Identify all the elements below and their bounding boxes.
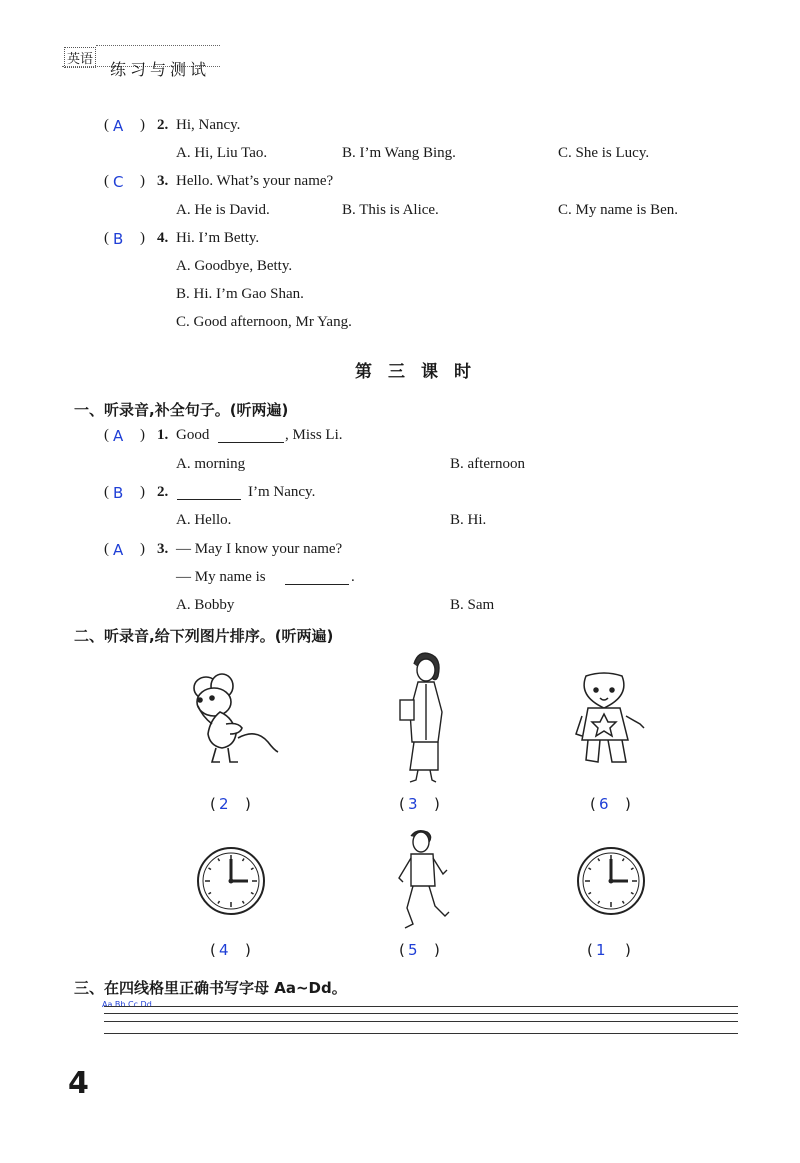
answer-paren: ): [140, 173, 145, 189]
woman-picture: [396, 650, 452, 786]
dialogue-line-2-end: .: [351, 569, 355, 585]
answer: B: [113, 484, 124, 502]
answer-paren: (: [104, 484, 109, 500]
question-number: 3.: [157, 541, 169, 557]
question-prompt: Hi, Nancy.: [176, 117, 241, 133]
answer: A: [113, 117, 124, 135]
question-number: 1.: [157, 427, 169, 443]
option-a: A. Bobby: [176, 597, 235, 613]
order-answer: 6: [599, 795, 609, 813]
writing-line-3: [104, 1021, 738, 1022]
option-b: B. Hi. I’m Gao Shan.: [176, 286, 304, 302]
answer: C: [113, 173, 124, 191]
lesson-title: 第三课时: [355, 362, 487, 382]
cat-picture: [574, 668, 650, 768]
answer: A: [113, 541, 124, 559]
option-a: A. morning: [176, 456, 246, 472]
option-a: A. Hi, Liu Tao.: [176, 145, 268, 161]
header-rule-top: [96, 45, 220, 46]
question-number: 4.: [157, 230, 169, 246]
boy-running-picture: [393, 828, 453, 934]
question-text-before: Good: [176, 427, 210, 443]
subject-tag: 英语: [64, 47, 96, 68]
option-b: B. Sam: [450, 597, 495, 613]
clock-picture-left: [196, 846, 266, 916]
answer-paren: (: [104, 427, 109, 443]
writing-line-2: [104, 1013, 738, 1014]
fill-blank: [218, 428, 284, 443]
order-answer: 2: [219, 795, 229, 813]
answer-paren: (: [104, 173, 109, 189]
section-3-heading: 三、在四线格里正确书写字母 Aa~Dd。: [74, 979, 347, 997]
order-answer: 3: [408, 795, 418, 813]
dialogue-line-1: — May I know your name?: [176, 541, 343, 557]
option-a: A. Goodbye, Betty.: [176, 258, 293, 274]
section-2-heading: 二、听录音,给下列图片排序。(听两遍): [74, 627, 334, 645]
clock-picture-right: [576, 846, 646, 916]
answer-paren: ): [140, 541, 145, 557]
fill-blank: [285, 570, 349, 585]
order-answer: 4: [219, 941, 229, 959]
handwriting-answer: Aa Bb Cc Dd: [102, 1000, 152, 1009]
mouse-picture: [182, 668, 282, 770]
page-number: 4: [68, 1066, 89, 1101]
option-b: B. This is Alice.: [342, 202, 439, 218]
question-number: 2.: [157, 484, 169, 500]
answer-paren: ): [140, 484, 145, 500]
answer: B: [113, 230, 124, 248]
order-answer: 5: [408, 941, 418, 959]
question-number: 2.: [157, 117, 169, 133]
option-c: C. My name is Ben.: [558, 202, 678, 218]
writing-line-4: [104, 1033, 738, 1034]
option-a: A. Hello.: [176, 512, 232, 528]
order-answer: 1: [596, 941, 606, 959]
option-b: B. Hi.: [450, 512, 487, 528]
fill-blank: [177, 485, 241, 500]
option-b: B. I’m Wang Bing.: [342, 145, 456, 161]
question-text-after: , Miss Li.: [285, 427, 343, 443]
answer-paren: (: [104, 541, 109, 557]
question-number: 3.: [157, 173, 169, 189]
answer-paren: ): [140, 117, 145, 133]
option-b: B. afternoon: [450, 456, 525, 472]
answer-paren: ): [140, 427, 145, 443]
question-text-after: I’m Nancy.: [248, 484, 316, 500]
question-prompt: Hi. I’m Betty.: [176, 230, 260, 246]
answer-paren: (: [104, 117, 109, 133]
option-c: C. Good afternoon, Mr Yang.: [176, 314, 352, 330]
header-title: 练习与测试: [110, 60, 211, 79]
answer-paren: ): [140, 230, 145, 246]
answer-paren: (: [104, 230, 109, 246]
section-1-heading: 一、听录音,补全句子。(听两遍): [74, 401, 289, 419]
answer: A: [113, 427, 124, 445]
dialogue-line-2: — My name is: [176, 569, 266, 585]
option-c: C. She is Lucy.: [558, 145, 650, 161]
question-prompt: Hello. What’s your name?: [176, 173, 334, 189]
option-a: A. He is David.: [176, 202, 270, 218]
writing-line-1: [104, 1006, 738, 1007]
